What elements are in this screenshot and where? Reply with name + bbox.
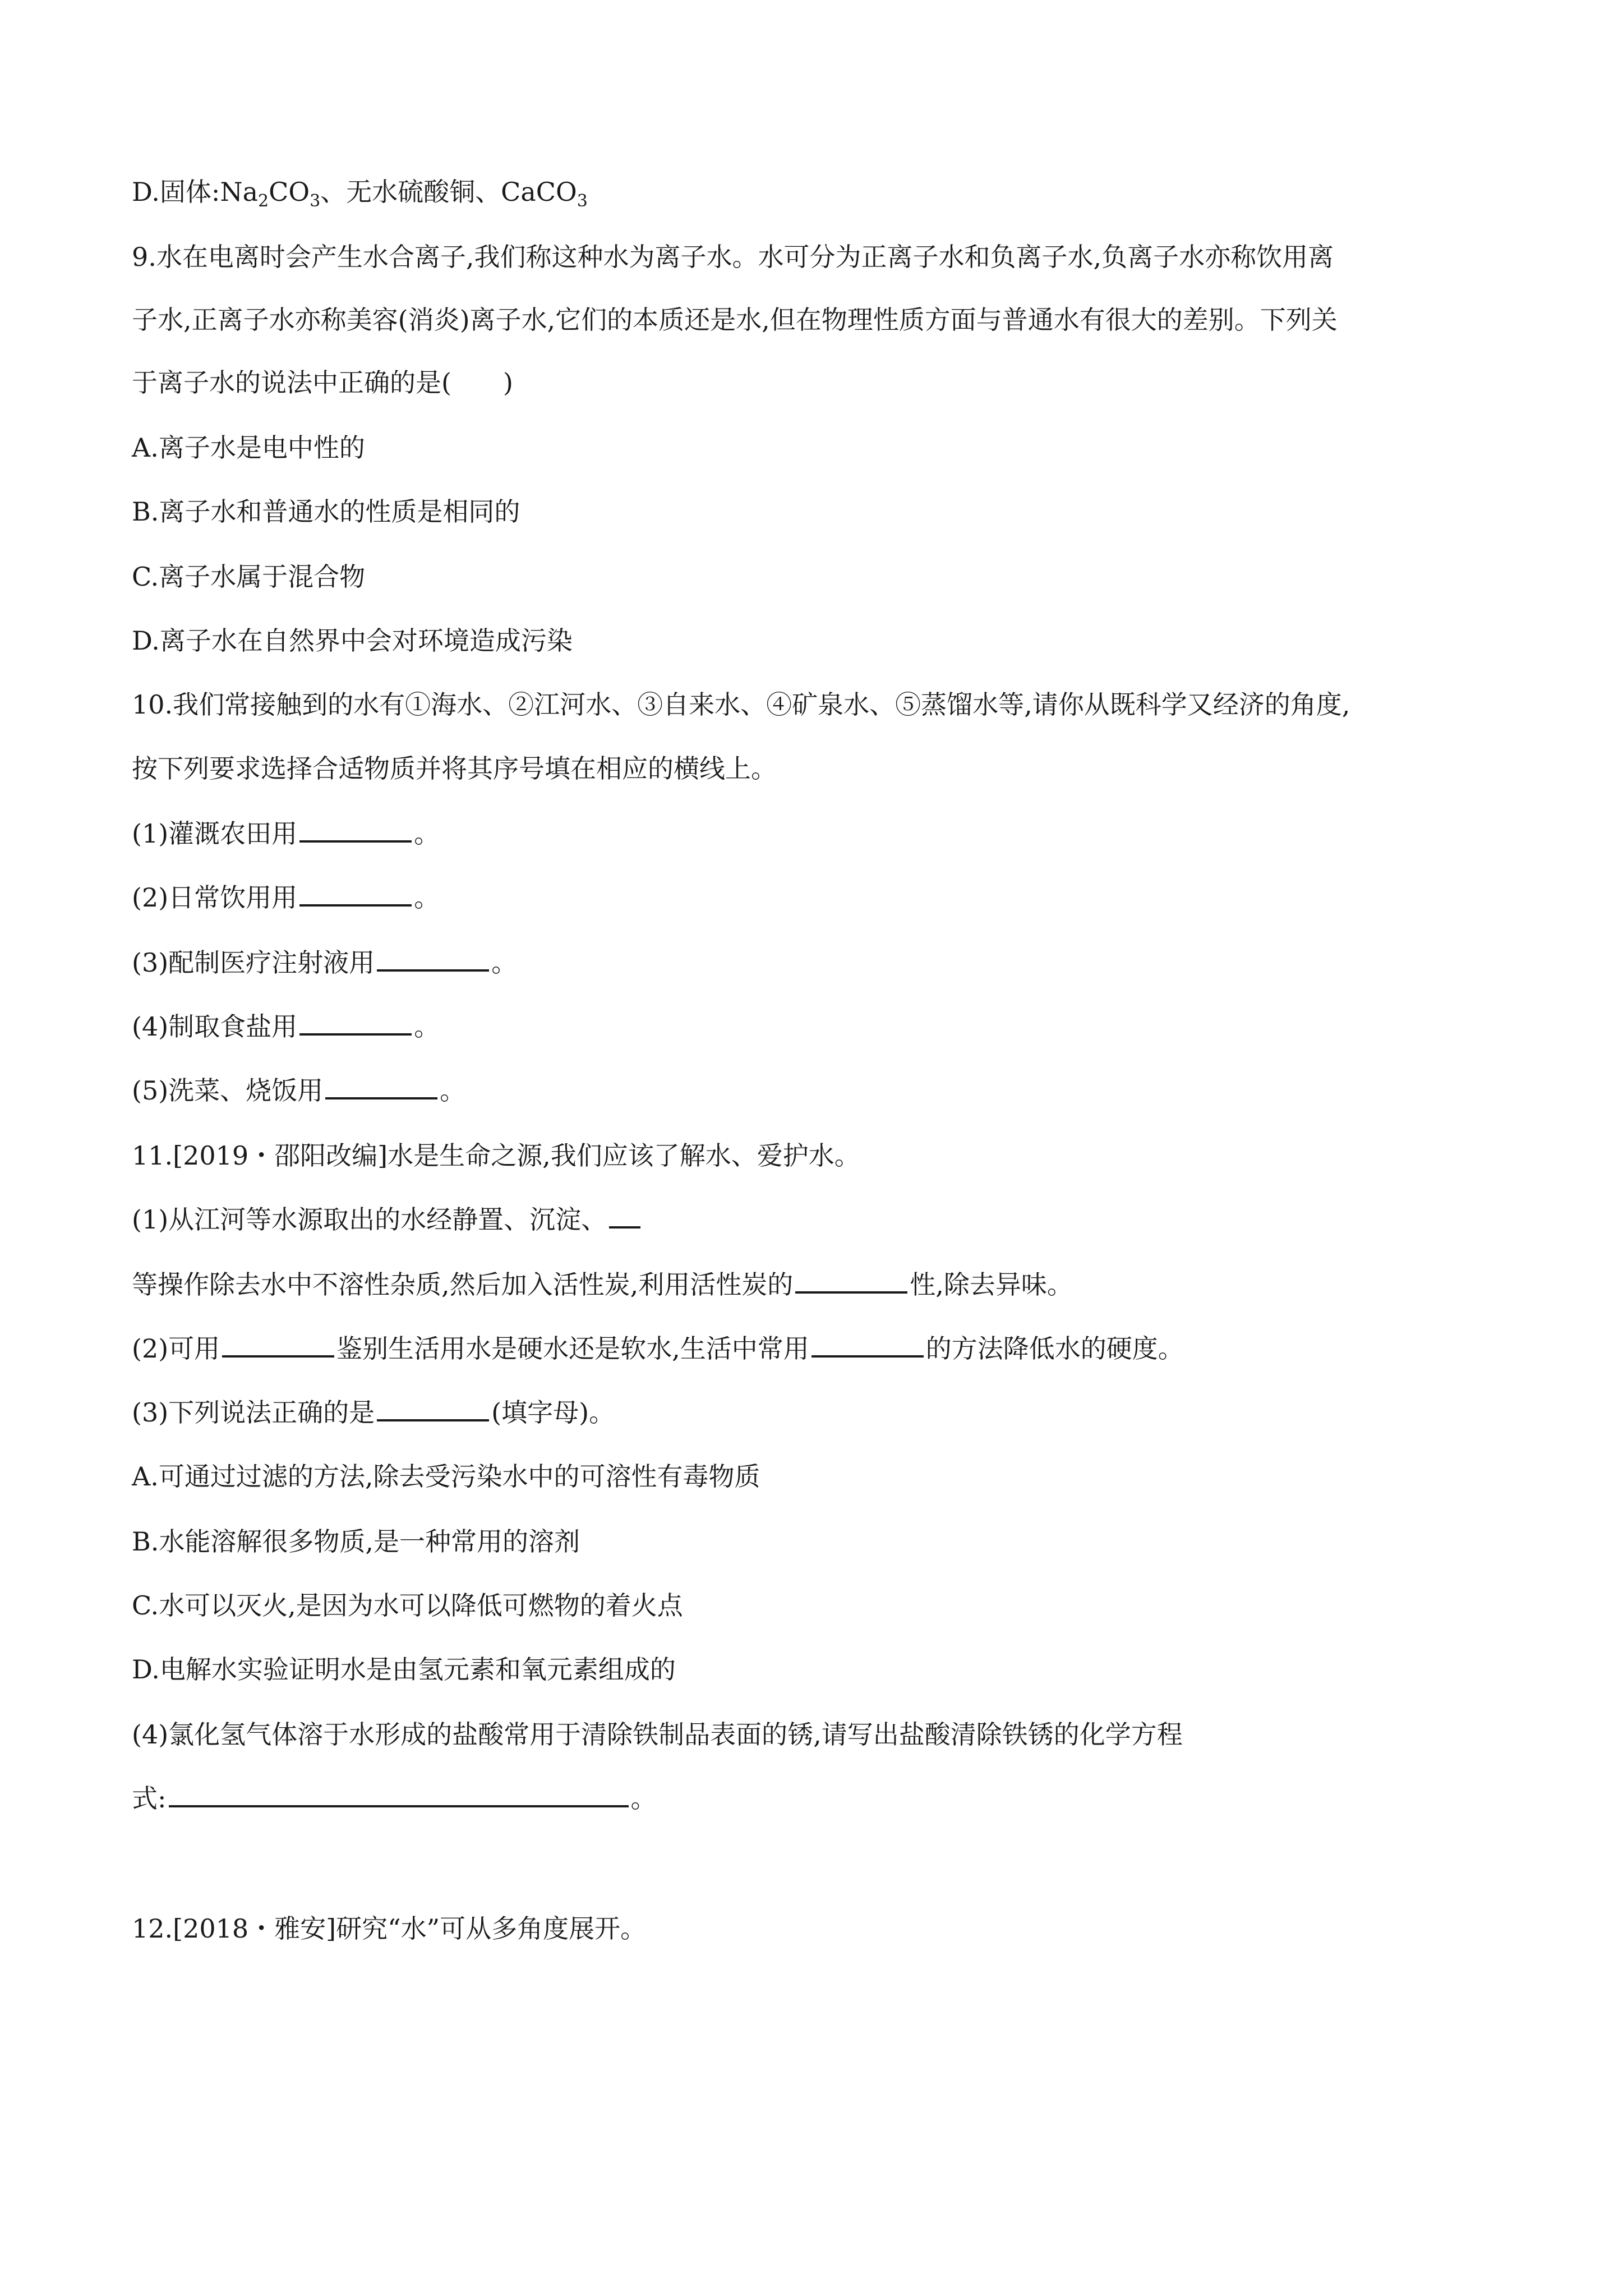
question-11-option-d: D.电解水实验证明水是由氢元素和氧元素组成的 <box>132 1654 676 1685</box>
answer-blank[interactable] <box>609 1205 640 1228</box>
answer-blank[interactable] <box>795 1270 907 1294</box>
question-11-sub-1-line-1 <box>132 1203 643 1236</box>
punctuation: 。 <box>414 818 440 849</box>
question-12-stem: 12.[2018・雅安]研究“水”可从多角度展开。 <box>132 1913 647 1944</box>
prompt-text: (3)配制医疗注射液用 <box>132 947 375 978</box>
prompt-text: (2)日常饮用用 <box>132 882 298 913</box>
continuation-text: 鉴别生活用水是硬水还是软水,生活中常用 <box>336 1333 809 1364</box>
question-9-option-c: C.离子水属于混合物 <box>132 562 366 592</box>
answer-blank[interactable] <box>299 1012 412 1036</box>
prompt-text: 式: <box>132 1783 167 1814</box>
prompt-text: (5)洗菜、烧饭用 <box>132 1075 324 1106</box>
text-segment: D.固体:Na <box>132 177 259 207</box>
question-9-stem-line-3: 于离子水的说法中正确的是( ) <box>132 367 513 398</box>
question-9-option-a: A.离子水是电中性的 <box>132 432 365 463</box>
question-10-sub-5 <box>132 1074 465 1107</box>
continuation-text: (填字母)。 <box>491 1397 615 1428</box>
prompt-text: (3)下列说法正确的是 <box>132 1397 375 1428</box>
question-11-sub-4-line-2 <box>132 1782 657 1815</box>
question-10-sub-2 <box>132 881 440 914</box>
question-11-stem: 11.[2019・邵阳改编]水是生命之源,我们应该了解水、爱护水。 <box>132 1140 860 1171</box>
answer-blank[interactable] <box>169 1784 629 1807</box>
punctuation: 。 <box>440 1075 466 1106</box>
answer-blank[interactable] <box>222 1334 334 1358</box>
answer-blank[interactable] <box>811 1334 924 1358</box>
subscript: 3 <box>310 191 321 211</box>
question-9-stem-line-2: 子水,正离子水亦称美容(消炎)离子水,它们的本质还是水,但在物理性质方面与普通水有很大的差别。下列关 <box>132 305 1338 335</box>
prompt-text: 等操作除去水中不溶性杂质,然后加入活性炭,利用活性炭的 <box>132 1269 794 1300</box>
prompt-text: (4)制取食盐用 <box>132 1011 298 1042</box>
question-10-stem-line-1: 10.我们常接触到的水有①海水、②江河水、③自来水、④矿泉水、⑤蒸馏水等,请你从既科学又经济的角度, <box>132 689 1350 720</box>
question-11-option-b: B.水能溶解很多物质,是一种常用的溶剂 <box>132 1526 580 1557</box>
question-10-stem-line-2: 按下列要求选择合适物质并将其序号填在相应的横线上。 <box>132 753 777 784</box>
text-segment: CO <box>269 177 310 207</box>
question-9-stem-line-1: 9.水在电离时会产生水合离子,我们称这种水为离子水。水可分为正离子水和负离子水,负离子水亦称饮用离 <box>132 242 1334 272</box>
answer-blank[interactable] <box>299 883 412 907</box>
question-11-option-c: C.水可以灭火,是因为水可以降低可燃物的着火点 <box>132 1590 683 1621</box>
question-11-sub-4-line-1: (4)氯化氢气体溶于水形成的盐酸常用于清除铁制品表面的锈,请写出盐酸清除铁锈的化学方程 <box>132 1719 1183 1750</box>
question-9-option-b: B.离子水和普通水的性质是相同的 <box>132 496 520 527</box>
question-10-sub-4 <box>132 1010 440 1043</box>
question-11-sub-2 <box>132 1332 1184 1365</box>
prompt-text: (1)从江河等水源取出的水经静置、沉淀、 <box>132 1204 607 1235</box>
punctuation: 。 <box>414 1011 440 1042</box>
answer-blank[interactable] <box>377 1398 489 1421</box>
punctuation: 。 <box>414 882 440 913</box>
subscript: 2 <box>258 191 269 211</box>
prompt-text: (2)可用 <box>132 1333 220 1364</box>
answer-blank[interactable] <box>325 1076 437 1099</box>
answer-blank[interactable] <box>377 948 489 972</box>
subscript: 3 <box>577 191 588 211</box>
text-segment: 、无水硫酸铜、CaCO <box>320 177 577 207</box>
option-d-solid <box>132 175 588 209</box>
question-10-sub-1 <box>132 817 440 850</box>
punctuation: 。 <box>491 947 518 978</box>
punctuation: 。 <box>630 1783 657 1814</box>
question-11-sub-3 <box>132 1396 615 1429</box>
continuation-text: 性,除去异味。 <box>910 1269 1073 1300</box>
continuation-text: 的方法降低水的硬度。 <box>925 1333 1184 1364</box>
question-11-option-a: A.可通过过滤的方法,除去受污染水中的可溶性有毒物质 <box>132 1461 760 1492</box>
question-10-sub-3 <box>132 946 517 979</box>
question-9-option-d: D.离子水在自然界中会对环境造成污染 <box>132 625 573 656</box>
question-11-sub-1-line-2 <box>132 1268 1073 1301</box>
prompt-text: (1)灌溉农田用 <box>132 818 298 849</box>
answer-blank[interactable] <box>299 819 412 843</box>
